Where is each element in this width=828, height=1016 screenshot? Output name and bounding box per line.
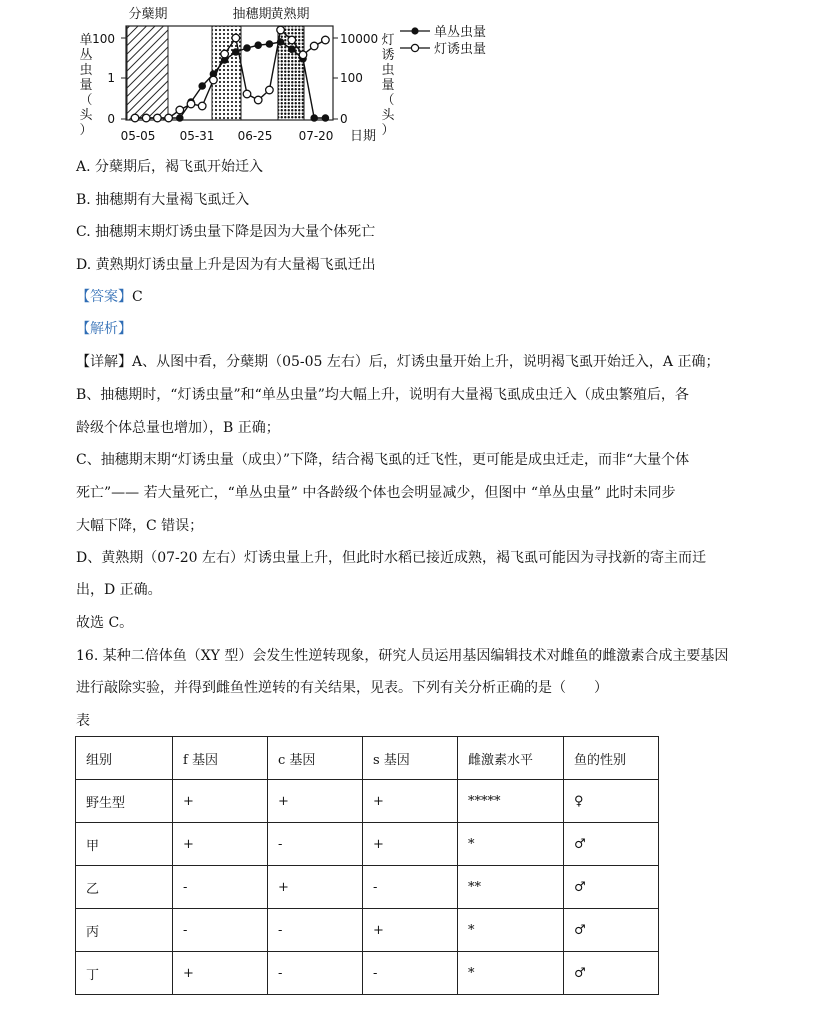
point-light-trap: [232, 34, 240, 42]
table-cell: *: [458, 952, 564, 995]
point-single-cluster: [176, 114, 184, 122]
table-cell: ♂: [564, 909, 659, 952]
detail-line: B、抽穗期时，“灯诱虫量”和“单丛虫量”均大幅上升，说明有大量褐飞虱成虫迁入（成虫繁殖后，各: [76, 387, 689, 403]
table-cell: +: [268, 780, 363, 823]
table-cell: -: [268, 952, 363, 995]
point-light-trap: [165, 114, 173, 122]
table-cell: 丙: [76, 909, 173, 952]
point-single-cluster: [266, 40, 274, 48]
table-header: 雌激素水平: [458, 737, 564, 780]
point-single-cluster: [254, 41, 262, 49]
axis-label-char: （: [79, 93, 93, 108]
table-cell: +: [363, 780, 458, 823]
right-axis-label: [381, 33, 395, 138]
point-light-trap: [198, 102, 206, 110]
answer: [76, 287, 143, 307]
point-light-trap: [266, 86, 274, 94]
table-cell: 甲: [76, 823, 173, 866]
table-cell: 丁: [76, 952, 173, 995]
left-tick: 1: [107, 71, 115, 85]
detail-line: 【详解】A、从图中看，分蘖期（05-05 左右）后，灯诱虫量开始上升，说明褐飞虱开始迁入，A 正确；: [76, 354, 720, 370]
x-axis-label: 日期: [350, 129, 377, 144]
table-cell: *: [458, 909, 564, 952]
table-cell: *: [458, 823, 564, 866]
axis-label-char: 灯: [381, 33, 395, 48]
x-tick: 06-25: [237, 129, 273, 143]
detail-line: C、抽穗期末期“灯诱虫量（成虫）”下降，结合褐飞虱的迁飞性，更可能是成虫迁走，而非“大量个体: [76, 452, 690, 468]
insect-chart: [70, 0, 510, 150]
table-header: f 基因: [173, 737, 268, 780]
table-cell: -: [268, 909, 363, 952]
table-caption: 表: [76, 713, 90, 729]
point-light-trap: [277, 26, 285, 34]
point-light-trap: [187, 100, 195, 108]
table-header: 组别: [76, 737, 173, 780]
axis-label-char: 虫: [381, 63, 395, 78]
table-cell: -: [173, 866, 268, 909]
table-cell: +: [363, 823, 458, 866]
detail-line: D、黄熟期（07-20 左右）灯诱虫量上升，但此时水稻已接近成熟，褐飞虱可能因为寻找新的寄主而迁: [76, 550, 707, 566]
table-cell: ♂: [564, 952, 659, 995]
table-cell: +: [268, 866, 363, 909]
point-light-trap: [310, 42, 318, 50]
point-light-trap: [131, 114, 139, 122]
option-a: A. 分蘖期后，褐飞虱开始迁入: [76, 159, 264, 175]
phase-band-tillering: [127, 26, 168, 120]
table-cell: +: [173, 823, 268, 866]
answer-value: C: [132, 289, 143, 305]
option-c: C. 抽穗期末期灯诱虫量下降是因为大量个体死亡: [76, 224, 376, 240]
table-cell: -: [363, 952, 458, 995]
table-cell: 乙: [76, 866, 173, 909]
point-light-trap: [221, 50, 229, 58]
table-cell: ♂: [564, 823, 659, 866]
point-light-trap: [299, 51, 307, 59]
legend-marker-filled: [411, 27, 418, 34]
legend-label: 单丛虫量: [434, 25, 487, 40]
table-cell: *****: [458, 780, 564, 823]
point-single-cluster: [322, 114, 330, 122]
legend: [400, 24, 486, 57]
table-row: [76, 823, 659, 866]
phase-label: 抽穗期: [232, 7, 272, 22]
left-tick: 0: [107, 112, 115, 126]
x-tick: 07-20: [298, 129, 334, 143]
left-tick: 100: [92, 32, 115, 46]
axis-label-char: 丛: [79, 48, 93, 63]
table-cell: +: [173, 780, 268, 823]
detail-line: 出，D 正确。: [76, 582, 162, 598]
point-light-trap: [254, 96, 262, 104]
x-tick: 05-31: [179, 129, 215, 143]
table-header: 鱼的性别: [564, 737, 659, 780]
table-header-row: [76, 737, 659, 780]
right-tick: 0: [340, 112, 348, 126]
table-row: [76, 780, 659, 823]
detail-line: 龄级个体总量也增加），B 正确；: [76, 420, 280, 436]
table-header: c 基因: [268, 737, 363, 780]
table-cell: 野生型: [76, 780, 173, 823]
detail-line: 死亡”—— 若大量死亡，“单丛虫量” 中各龄级个体也会明显减少，但图中 “单丛虫量” 此时未同步: [76, 485, 676, 501]
axis-label-char: ）: [79, 123, 93, 138]
point-light-trap: [142, 114, 150, 122]
table-cell: -: [363, 866, 458, 909]
phase-label: 黄熟期: [270, 7, 310, 22]
point-light-trap: [210, 76, 218, 84]
legend-marker-open: [411, 44, 418, 51]
analysis-tag: 【解析】: [76, 321, 132, 337]
axis-label-char: 头: [79, 108, 93, 123]
option-d: D. 黄熟期灯诱虫量上升是因为有大量褐飞虱迁出: [76, 257, 376, 273]
detail-line: 故选 C。: [76, 615, 134, 631]
point-single-cluster: [243, 44, 251, 52]
table-cell: -: [173, 909, 268, 952]
table-header: s 基因: [363, 737, 458, 780]
axis-label-char: 诱: [381, 48, 395, 63]
axis-label-char: 量: [381, 78, 395, 93]
table-cell: ♂: [564, 866, 659, 909]
option-b: B. 抽穗期有大量褐飞虱迁入: [76, 192, 250, 208]
detail-line: 大幅下降，C 错误；: [76, 518, 204, 534]
right-tick: 10000: [340, 32, 379, 46]
table-cell: **: [458, 866, 564, 909]
axis-label-char: （: [381, 93, 395, 108]
phase-label: 分蘖期: [128, 7, 168, 22]
question-16: 进行敲除实验，并得到雌鱼性逆转的有关结果，见表。下列有关分析正确的是（ ）: [76, 680, 608, 696]
table-cell: ♀: [564, 780, 659, 823]
table-row: [76, 866, 659, 909]
table-row: [76, 909, 659, 952]
point-single-cluster: [198, 82, 206, 90]
point-single-cluster: [310, 114, 318, 122]
left-axis-label: [79, 33, 93, 138]
axis-label-char: 量: [79, 78, 93, 93]
point-light-trap: [176, 106, 184, 114]
legend-label: 灯诱虫量: [434, 42, 487, 57]
point-light-trap: [243, 90, 251, 98]
axis-label-char: 头: [381, 108, 395, 123]
axis-label-char: ）: [381, 123, 395, 138]
table-cell: +: [363, 909, 458, 952]
table-cell: +: [173, 952, 268, 995]
point-light-trap: [322, 36, 330, 44]
x-tick: 05-05: [120, 129, 156, 143]
point-light-trap: [154, 114, 162, 122]
right-tick: 100: [340, 71, 363, 85]
point-light-trap: [288, 36, 296, 44]
table-row: [76, 952, 659, 995]
axis-label-char: 虫: [79, 63, 93, 78]
axis-label-char: 单: [79, 33, 93, 48]
point-single-cluster: [288, 45, 296, 53]
question-16: 16. 某种二倍体鱼（XY 型）会发生性逆转现象，研究人员运用基因编辑技术对雌鱼的雌激素合成主要基因: [76, 648, 729, 664]
gene-table: [75, 736, 659, 995]
answer-tag: 【答案】: [76, 289, 132, 305]
table-cell: -: [268, 823, 363, 866]
